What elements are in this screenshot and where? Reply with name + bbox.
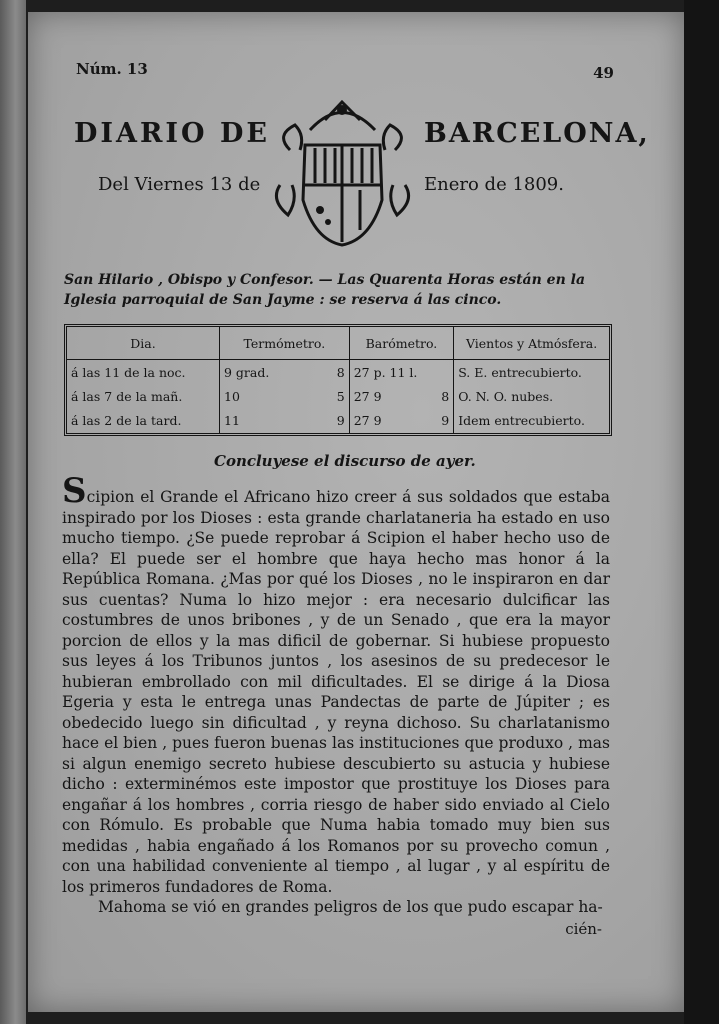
weather-barometer: 27 9 xyxy=(353,389,382,405)
article-paragraph-text: cipion el Grande el Africano hizo creer á sus soldados que estaba inspirado por los Dioses : esta grande charlataneria ha estado en uso mucho tiempo. ¿Se puede reprobar á Scipion el haber hecho uso de ella? El puede ser el hombre que haya hecho mas honor á la República Romana. ¿Mas por qué los Dioses , no le inspiraron en dar sus cuentas? Numa lo hizo mejor : era necesario dulcificar las costumbres de unos bribones , y de un Senado , que era la mayor porcion de ellos y la mas dificil de gobernar. Si hubiese propuesto sus leyes á los Tribunos juntos , los asesinos de su predecesor le hubieran embrollado con mil dificultades. El se dirige á la Diosa Egeria y esta le entrega unas Pandectas de parte de Júpiter ; es obedecido luego sin dificultad , y reyna dichoso. Su charlatanismo hace el bien , pues fueron buenas las instituciones que produxo , mas si algun enemigo secreto hubiese descubierto su astucia y hubiese dicho : exterminémos este impostor que prostituye los Dioses para engañar á los hombres , corria riesgo de haber sido enviado al Cielo con Rómulo. Es probable que Numa habia tomado muy bien sus medidas , habia engañado á los Romanos por su provecho comun , con una habilidad conveniente al tiempo , al lugar , y al espíritu de los primeros fundadores de Roma. xyxy=(62,488,610,896)
weather-wind: S. E. entrecubierto. xyxy=(458,364,582,380)
book-left-edge xyxy=(0,0,26,1024)
coat-of-arms-icon xyxy=(270,90,415,250)
article-paragraph: Mahoma se vió en grandes peligros de los que pudo escapar ha- xyxy=(98,898,603,916)
article-body xyxy=(62,471,610,918)
weather-wind: Idem entrecubierto. xyxy=(458,413,585,429)
weather-header-barometer: Barómetro. xyxy=(349,327,453,360)
weather-header-row xyxy=(67,327,609,360)
weather-row xyxy=(67,360,609,385)
newspaper-page xyxy=(28,12,684,1012)
weather-barometer-fraction: 9 xyxy=(434,409,453,433)
drop-cap: S xyxy=(62,471,87,511)
date-line-left: Del Viernes 13 de xyxy=(98,174,261,195)
weather-thermometer-fraction: 9 xyxy=(319,409,349,433)
masthead-title-left: DIARIO DE xyxy=(74,118,270,149)
weather-thermometer: 9 grad. xyxy=(224,364,270,380)
weather-wind: O. N. O. nubes. xyxy=(458,389,554,405)
weather-thermometer-fraction: 8 xyxy=(319,360,349,385)
page-number: 49 xyxy=(593,64,614,82)
weather-row xyxy=(67,409,609,433)
weather-barometer-fraction: 8 xyxy=(434,384,453,408)
saint-notice: San Hilario , Obispo y Confesor. — Las Quarenta Horas están en la Iglesia parroquial de San Jayme : se reserva á las cinco. xyxy=(64,272,586,308)
weather-day: á las 11 de la noc. xyxy=(67,360,220,385)
book-right-edge xyxy=(684,0,719,1024)
weather-header-thermometer: Termómetro. xyxy=(220,327,350,360)
weather-row xyxy=(67,384,609,408)
weather-day: á las 7 de la mañ. xyxy=(67,384,220,408)
catchword: cién- xyxy=(565,920,602,938)
date-line-right: Enero de 1809. xyxy=(424,174,564,195)
weather-header-wind: Vientos y Atmósfera. xyxy=(454,327,609,360)
weather-barometer: 27 p. 11 l. xyxy=(353,364,418,380)
weather-thermometer: 10 xyxy=(224,389,240,405)
weather-thermometer: 11 xyxy=(224,413,240,429)
weather-thermometer-fraction: 5 xyxy=(319,384,349,408)
masthead-title-right: BARCELONA, xyxy=(424,118,650,149)
weather-header-day: Dia. xyxy=(67,327,220,360)
issue-number: Núm. 13 xyxy=(76,60,148,78)
weather-barometer: 27 9 xyxy=(353,413,382,429)
weather-table xyxy=(64,324,612,436)
weather-day: á las 2 de la tard. xyxy=(67,409,220,433)
article-paragraph xyxy=(62,471,610,897)
article-subtitle: Concluyese el discurso de ayer. xyxy=(214,452,476,470)
weather-barometer-fraction xyxy=(434,360,453,385)
